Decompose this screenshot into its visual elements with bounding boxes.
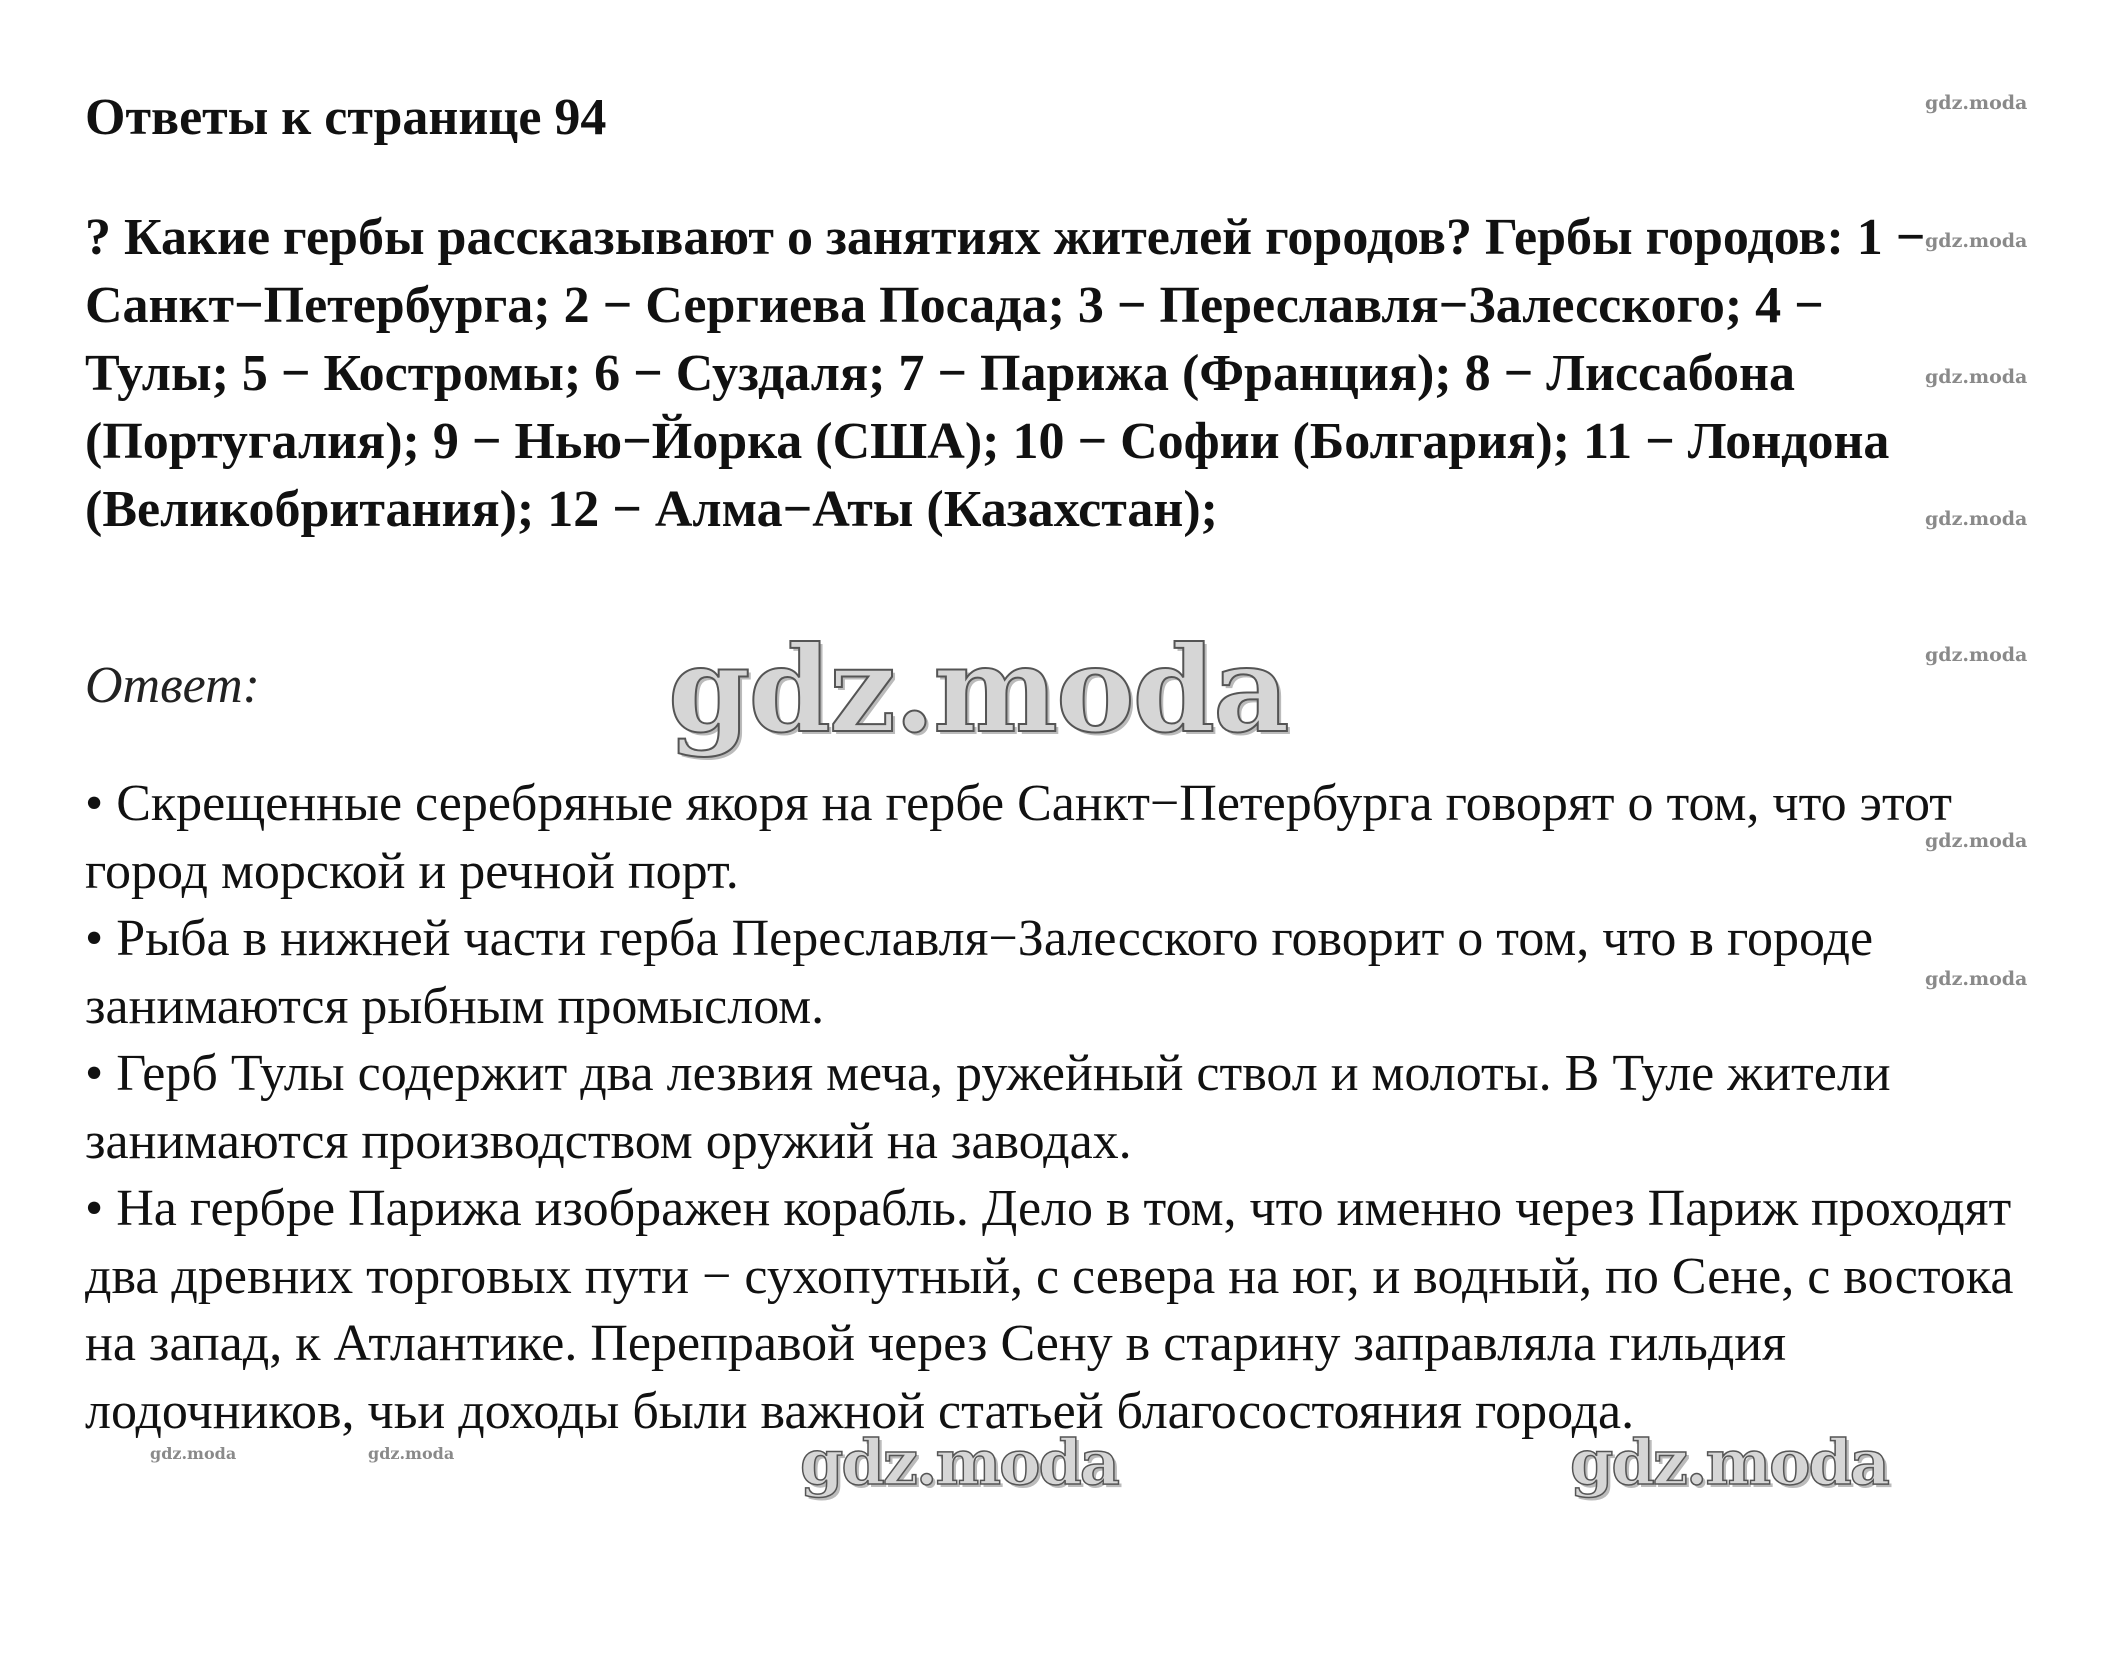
answer-item-1: • Скрещенные серебряные якоря на гербе Санкт−Петербурга говорят о том, что этот город морской и речной порт.: [85, 775, 1953, 900]
watermark-large: gdz.moda: [668, 620, 1288, 759]
answer-label: Ответ:: [85, 657, 260, 714]
watermark-small: gdz.moda: [150, 1444, 237, 1463]
watermark-large: gdz.moda: [1570, 1426, 1888, 1499]
watermark-small: gdz.moda: [1925, 92, 2028, 114]
answer-item-2: • Рыба в нижней части герба Переславля−Залесского говорит о том, что в городе занимаются рыбным промыслом.: [85, 910, 1874, 1035]
watermark-small: gdz.moda: [368, 1444, 455, 1463]
watermark-small: gdz.moda: [1925, 366, 2028, 388]
answer-list: [85, 770, 2045, 1445]
watermark-small: gdz.moda: [1925, 230, 2028, 252]
watermark-small: gdz.moda: [1925, 830, 2028, 852]
watermark-small: gdz.moda: [1925, 508, 2028, 530]
answer-item-4: • На гербре Парижа изображен корабль. Дело в том, что именно через Париж проходят два древних торговых пути − сухопутный, с севера на юг, и водный, по Сене, с востока на запад, к Атлантике. Переправой через Сену в старину заправляла гильдия лодочников, чьи доходы были важной статьей благосостояния города.: [85, 1180, 2014, 1440]
watermark-small: gdz.moda: [1925, 968, 2028, 990]
question-text: ? Какие гербы рассказывают о занятиях жителей городов? Гербы городов: 1 − Санкт−Петербурга; 2 − Сергиева Посада; 3 − Переславля−Залесского; 4 − Тулы; 5 − Костромы; 6 − Суздаля; 7 − Парижа (Франция); 8 − Лиссабона (Португалия); 9 − Нью−Йорка (США); 10 − Софии (Болгария); 11 − Лондона (Великобритания); 12 − Алма−Аты (Казахстан);: [85, 209, 1926, 538]
answer-item-3: • Герб Тулы содержит два лезвия меча, ружейный ствол и молоты. В Туле жители занимаются производством оружий на заводах.: [85, 1045, 1891, 1170]
watermark-small: gdz.moda: [1925, 644, 2028, 666]
watermark-large: gdz.moda: [800, 1426, 1118, 1499]
page-title: Ответы к странице 94: [85, 89, 607, 146]
